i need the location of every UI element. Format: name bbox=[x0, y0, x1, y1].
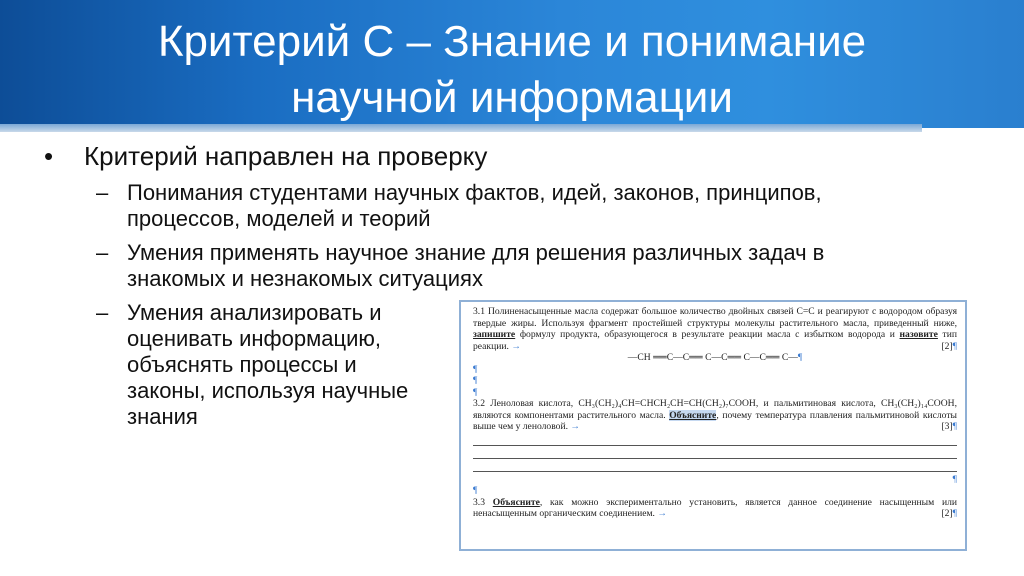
sub-bullet-2-line-2: знакомых и незнакомых ситуациях bbox=[127, 266, 483, 291]
pilcrow-icon: ¶ bbox=[952, 340, 957, 352]
tab-arrow-icon: → bbox=[570, 421, 580, 432]
sub-bullet-3-line-2: оценивать информацию, bbox=[127, 326, 381, 351]
pilcrow-icon: ¶ bbox=[952, 473, 957, 485]
sub-bullet-1-line-2: процессов, моделей и теорий bbox=[127, 206, 431, 231]
answer-line bbox=[473, 448, 957, 459]
question-3-2: 3.2 Леноловая кислота, CH₃(CH₂)₄CH=CHCH₂CH=CH(CH₂)₇COOH, и пальмитиновая кислота, CH₃(CH₂)₁₄COOH, являются компонентами растительного масла. Объясните, почему температура плавления пальмитиновой кислоты выше чем у леноловой. → [3]¶ bbox=[473, 398, 957, 432]
sub-bullet-2-line-1: Умения применять научное знание для решения различных задач в bbox=[127, 240, 825, 265]
main-bullet bbox=[40, 140, 980, 172]
marks-3-3: [2]¶ bbox=[941, 508, 957, 519]
pilcrow-icon: ¶ bbox=[473, 485, 478, 496]
command-word-explain: Объясните bbox=[492, 496, 540, 508]
tab-arrow-icon: → bbox=[657, 508, 667, 519]
pilcrow-icon: ¶ bbox=[473, 375, 478, 386]
slide-title bbox=[0, 14, 1024, 126]
pilcrow-icon: ¶ bbox=[473, 363, 478, 375]
sub-bullet-dash: – bbox=[96, 180, 109, 205]
sub-bullet-3 bbox=[40, 300, 487, 430]
pilcrow-icon: ¶ bbox=[952, 421, 957, 432]
sub-bullet-3-line-4: законы, используя научные bbox=[127, 378, 409, 403]
pilcrow-icon: ¶ bbox=[797, 352, 803, 363]
command-word-explain: Объясните bbox=[669, 409, 717, 421]
exam-question-excerpt bbox=[459, 300, 967, 551]
tab-arrow-icon: → bbox=[511, 340, 521, 352]
question-3-1: 3.1 Полиненасыщенные масла содержат большое количество двойных связей С=С и реагируют с водородом образуя твердые жиры. Используя фрагмент простейшей структуры молекулы растительного масла, приведенный ниже, запишите формулу продукта, образующегося в результате реакции масла с избытком водорода и назовите тип реакции. → [2]¶ bbox=[473, 306, 957, 352]
sub-bullet-3-line-1: Умения анализировать и bbox=[127, 300, 382, 325]
question-3-3: 3.3 Объясните, как можно экспериментально установить, является данное соединение насыщенным или ненасыщенным органическим соединением. → [2]¶ bbox=[473, 496, 957, 519]
slide-title-line-1: Критерий С – Знание и понимание bbox=[157, 17, 867, 66]
sub-bullet-1 bbox=[40, 180, 980, 232]
marks-3-2: [3]¶ bbox=[941, 421, 957, 432]
sub-bullet-2 bbox=[40, 240, 980, 292]
sub-bullet-3-line-3: объяснять процессы и bbox=[127, 352, 357, 377]
sub-bullet-dash: – bbox=[96, 240, 109, 265]
main-bullet-text: Критерий направлен на проверку bbox=[84, 141, 488, 171]
sub-bullet-3-line-5: знания bbox=[127, 404, 198, 429]
marks-3-1: [2]¶ bbox=[941, 340, 957, 352]
bullet-dot: • bbox=[44, 141, 54, 171]
pilcrow-icon: ¶ bbox=[473, 386, 478, 398]
pilcrow-icon: ¶ bbox=[952, 508, 957, 519]
sub-bullet-1-line-1: Понимания студентами научных фактов, идей, законов, принципов, bbox=[127, 180, 822, 205]
answer-line bbox=[473, 435, 957, 446]
slide-title-line-2: научной информации bbox=[291, 73, 733, 122]
answer-line bbox=[473, 461, 957, 472]
command-word-name: назовите bbox=[899, 329, 938, 340]
sub-bullet-dash: – bbox=[96, 300, 109, 325]
structural-formula: —CH ══C—C══ C—C══ C—C══ C—¶ bbox=[627, 352, 803, 363]
command-word-write: запишите bbox=[473, 329, 516, 340]
